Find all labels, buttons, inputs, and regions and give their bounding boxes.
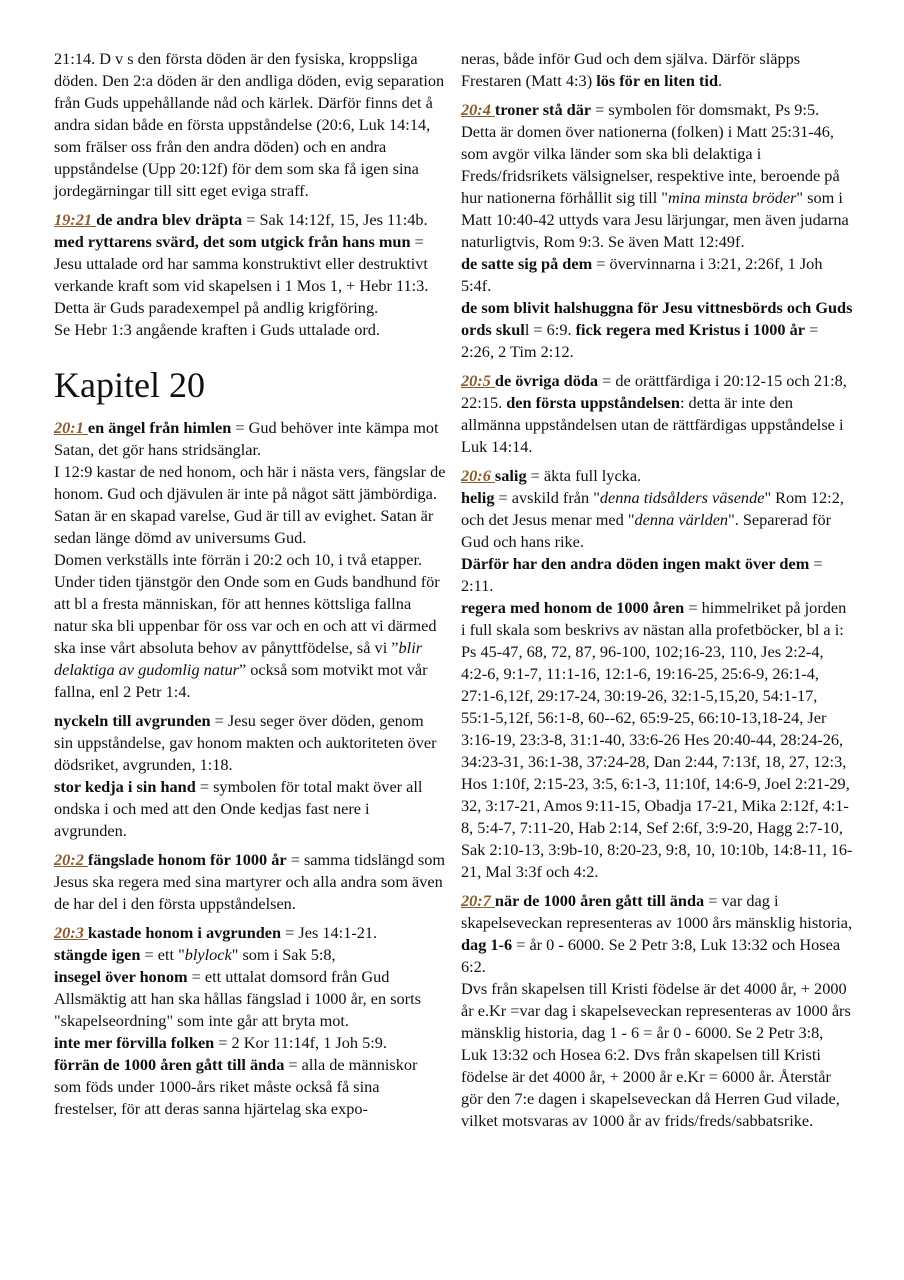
term-heading: med ryttarens svärd, det som utgick från hans mun [54, 232, 411, 251]
verse-ref-20-7[interactable]: 20:7 [461, 891, 495, 910]
term-heading: kastade honom i avgrunden [87, 923, 282, 942]
paragraph-19-21: 19:21 de andra blev dräpta = Sak 14:12f, 15, Jes 11:4b. med ryttarens svärd, det som utgick från hans mun = Jesu uttalade ord har samma konstruktivt eller destruktivt verkande kraft som vid skapelsen i 1 Mos 1, + Hebr 11:3. Detta är Guds paradexempel på andlig krigföring. Se Hebr 1:3 angående kraften i Guds uttalade ord. [54, 210, 429, 339]
term-heading: de som blivit halshuggna för Jesu vittnesbörds och Guds ords skul [461, 298, 853, 339]
paragraph-20-6: 20:6 salig = äkta full lycka. helig = avskild från "denna tidsålders väsende" Rom 12:2, och det Jesus menar med "denna världen". Separerad för Gud och hans rike. Därför har den andra döden ingen makt över dem = 2:11. regera med honom de 1000 åren = himmelriket på jorden i full skala som beskrivs av nästan alla profetböcker, bl a i: Ps 45-47, 68, 72, 87, 96-100, 102;16-23, 110, Jes 2:2-4, 4:2-6, 9:1-7, 11:1-16, 12:1-6, 19:16-25, 25:6-9, 26:1-4, 27:1-6,12f, 29:17-24, 30:19-26, 32:1-5,15,20, 54:1-17, 55:1-5,12f, 56:1-8, 60--62, 65:9-25, 66:10-13,18-24, Jer 3:16-19, 23:3-8, 31:1-40, 33:6-26 Hes 20:40-44, 28:24-26, 34:23-31, 36:1-38, 37:24-28, Dan 2:44, 7:13f, 18, 27, 12:3, Hos 1:10f, 2:15-23, 3:5, 6:1-3, 11:10f, 14:6-9, Joel 2:21-29, 32, 3:17-21, Amos 9:11-15, Obadja 17-21, Mika 2:12f, 4:1-8, 5:4-7, 7:11-20, Hab 2:14, Sef 2:6f, 3:9-20, Hagg 2:7-10, Sak 2:10-13, 3:9b-10, 8:20-23, 9:8, 10, 10:10b, 14:8-11, 16-21, Mal 3:3f och 4:2. [461, 466, 853, 881]
paragraph-20-1: 20:1 en ängel från himlen = Gud behöver inte kämpa mot Satan, det gör hans stridsänglar. I 12:9 kastar de ned honom, och här i nästa vers, fängslar de honom. Gud och djävulen är inte på något sätt jämbördiga. Satan är en skapad varelse, Gud är till av evighet. Satan är sedan länge dömd av universums Gud. Domen verkställs inte förrän i 20:2 och 10, i två etapper. Under tiden tjänstgör den Onde som en Guds bandhund för att bl a fresta människan, för att hennes köttsliga fallna natur ska bli uppenbar för oss var och en och att vi därmed ska inse vårt absoluta behov av pånyttfödelse, så vi ”blir delaktiga av gudomlig natur” också som motvikt mot vår fallna, enl 2 Petr 1:4. [54, 418, 446, 701]
term-heading: stor kedja i sin hand [54, 777, 196, 796]
left-column [54, 48, 446, 1127]
verse-ref-20-2[interactable]: 20:2 [54, 850, 88, 869]
term-heading: den första uppståndelsen [506, 393, 680, 412]
term-heading: fick regera med Kristus i 1000 år [575, 320, 806, 339]
paragraph-death-explained: 21:14. D v s den första döden är den fysiska, kroppsliga döden. Den 2:a döden är den andliga döden, evig separation från Guds uppehållande nåd och kärlek. Därför finns det å andra sidan både en första uppståndelse (20:6, Luk 14:14, som frälser oss från den andra döden) och en andra uppståndelse (Upp 20:12f) för dem som ska få igen sina jordegärningar till sitt eget eviga straff. [54, 49, 445, 200]
verse-ref-20-5[interactable]: 20:5 [461, 371, 495, 390]
term-heading: fängslade honom för 1000 år [87, 850, 287, 869]
term-heading: troner stå där [494, 100, 592, 119]
term-heading: lös för en liten tid [596, 71, 718, 90]
term-heading: regera med honom de 1000 åren [461, 598, 685, 617]
term-heading: de andra blev dräpta [96, 210, 243, 229]
term-heading: stängde igen [54, 945, 141, 964]
verse-ref-20-6[interactable]: 20:6 [461, 466, 495, 485]
term-heading: salig [494, 466, 527, 485]
right-column [461, 48, 853, 1139]
term-heading: när de 1000 åren gått till ända [494, 891, 705, 910]
chapter-title: Kapitel 20 [54, 365, 205, 405]
paragraph-continued: neras, både inför Gud och dem själva. Därför släpps Frestaren (Matt 4:3) lös för en liten tid. [461, 49, 801, 90]
term-heading: helig [461, 488, 495, 507]
paragraph-20-4: 20:4 troner stå där = symbolen för domsmakt, Ps 9:5. Detta är domen över nationerna (folken) i Matt 25:31-46, som avgör vilka länder som ska bli delaktiga i Freds/fridsrikets välsignelser, respektive inte, beroende på hur nationerna förhållit sig till "mina minsta bröder" som i Matt 10:40-42 uttyds vara Jesu lärjungar, men även judarna naturligtvis, Rom 9:3. Se även Matt 12:49f. de satte sig på dem = övervinnarna i 3:21, 2:26f, 1 Joh 5:4f. de som blivit halshuggna för Jesu vittnesbörds och Guds ords skull = 6:9. fick regera med Kristus i 1000 år = 2:26, 2 Tim 2:12. [461, 100, 853, 361]
term-heading: dag 1-6 [461, 935, 513, 954]
term-heading: Därför har den andra döden ingen makt över dem [461, 554, 810, 573]
paragraph-20-2: 20:2 fängslade honom för 1000 år = samma tidslängd som Jesus ska regera med sina martyrer och alla andra som även de har del i den första uppståndelsen. [54, 850, 446, 913]
term-heading: insegel över honom [54, 967, 188, 986]
paragraph-key-chain: nyckeln till avgrunden = Jesu seger över döden, genom sin uppståndelse, gav honom makten och auktoriteten över dödsriket, avgrunden, 1:18. stor kedja i sin hand = symbolen för total makt över all ondska i och med att den Onde kedjas fast nere i avgrunden. [54, 711, 437, 840]
verse-ref-20-4[interactable]: 20:4 [461, 100, 495, 119]
term-heading: förrän de 1000 åren gått till ända [54, 1055, 285, 1074]
term-heading: en ängel från himlen [87, 418, 232, 437]
paragraph-20-3: 20:3 kastade honom i avgrunden = Jes 14:1-21. stängde igen = ett "blylock" som i Sak 5:8, insegel över honom = ett uttalat domsord från Gud Allsmäktig att han ska hållas fängslad i 1000 år, en sorts "skapelseordning" som inte går att bryta mot. inte mer förvilla folken = 2 Kor 11:14f, 1 Joh 5:9. förrän de 1000 åren gått till ända = alla de människor som föds under 1000-års riket måste också få sina frestelser, för att deras sanna hjärtelag ska expo- [54, 923, 421, 1118]
paragraph-20-7: 20:7 när de 1000 åren gått till ända = var dag i skapelseveckan representeras av 1000 års mänsklig historia, dag 1-6 = år 0 - 6000. Se 2 Petr 3:8, Luk 13:32 och Hosea 6:2. Dvs från skapelsen till Kristi födelse är det 4000 år, + 2000 år e.Kr =var dag i skapelseveckan representeras av 1000 års mänsklig historia, dag 1 - 6 = år 0 - 6000. Se 2 Petr 3:8, Luk 13:32 och Hosea 6:2. Dvs från skapelsen till Kristi födelse är det 4000 år, + 2000 år e.Kr = 6000 år. Återstår gör den 7:e dagen i skapelseveckan då Herren Gud vilade, vilket motsvaras av 1000 år av frids/freds/sabbatsrike. [461, 891, 853, 1130]
term-heading: de satte sig på dem [461, 254, 593, 273]
verse-ref-19-21[interactable]: 19:21 [54, 210, 97, 229]
term-heading: de övriga döda [494, 371, 599, 390]
paragraph-20-5: 20:5 de övriga döda = de orättfärdiga i 20:12-15 och 21:8, 22:15. den första uppståndelsen: detta är inte den allmänna uppståndelsen utan de rättfärdigas uppståndelse i Luk 14:14. [461, 371, 847, 456]
verse-ref-20-3[interactable]: 20:3 [54, 923, 88, 942]
term-heading: inte mer förvilla folken [54, 1033, 215, 1052]
verse-ref-20-1[interactable]: 20:1 [54, 418, 88, 437]
term-heading: nyckeln till avgrunden [54, 711, 211, 730]
